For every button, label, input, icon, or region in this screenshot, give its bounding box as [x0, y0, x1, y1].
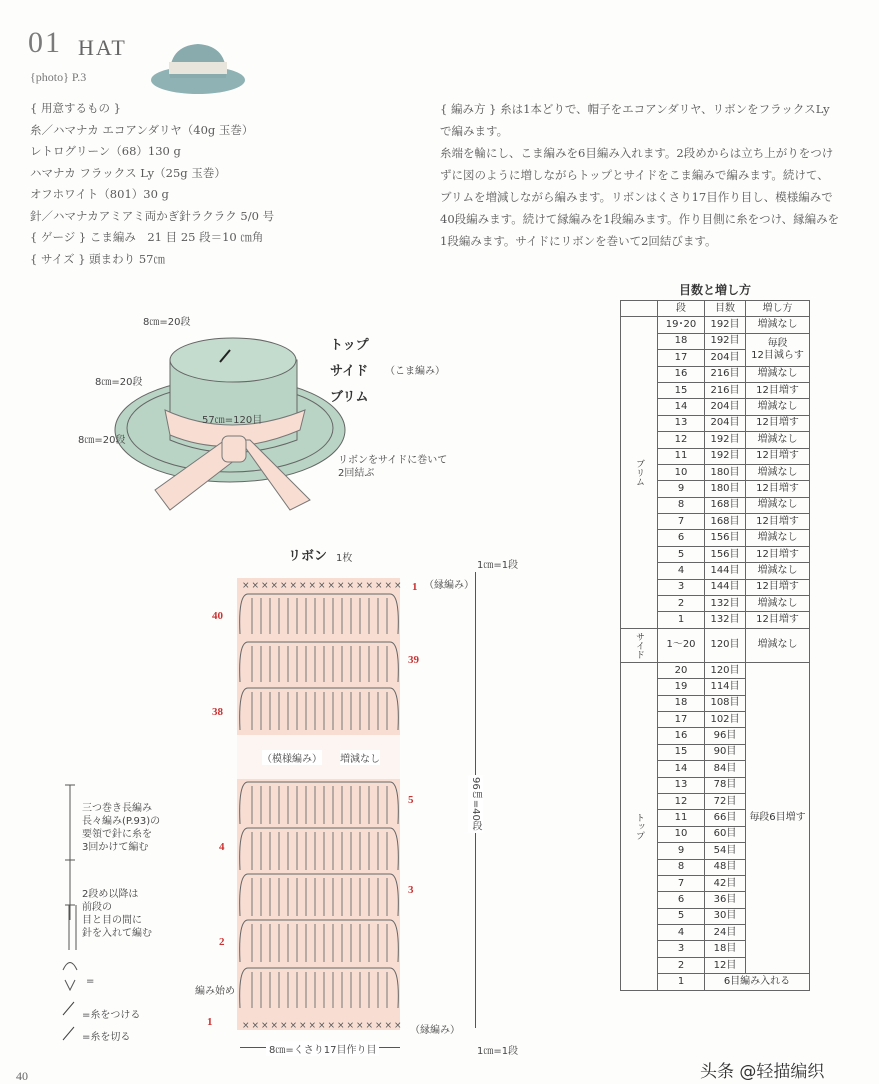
- table-cell: 12目増す: [746, 514, 810, 530]
- edge-stitch-mark: ×: [356, 1021, 364, 1031]
- edge-stitch-mark: ×: [346, 1021, 355, 1031]
- material-line: { サイズ } 頭まわり 57㎝: [30, 251, 165, 266]
- table-cell: 204目: [705, 350, 746, 366]
- edge-stitch-mark: ×: [337, 1021, 345, 1031]
- table-cell: 12目増す: [746, 546, 810, 562]
- table-cell: 18: [658, 695, 705, 711]
- table-cell: 増減なし: [746, 317, 810, 333]
- ribbon-count: 1枚: [336, 553, 353, 564]
- brim-depth-label: 8㎝=20段: [78, 435, 126, 446]
- table-cell: 6: [658, 530, 705, 546]
- top-depth-label: 8㎝=20段: [143, 317, 191, 328]
- legend-cut-yarn: =糸を切る: [82, 1032, 131, 1043]
- table-cell: 144目: [705, 579, 746, 595]
- edge-stitch-mark: ×: [384, 581, 393, 591]
- table-cell: 12: [658, 793, 705, 809]
- table-cell: 1: [658, 612, 705, 628]
- instructions: [440, 98, 840, 252]
- table-cell: 42目: [705, 875, 746, 891]
- row-label: 3: [408, 884, 414, 896]
- row-label: 4: [219, 841, 225, 853]
- edge-stitch-mark: ×: [251, 1021, 260, 1031]
- table-cell: 24目: [705, 925, 746, 941]
- table-cell: 204目: [705, 415, 746, 431]
- row-label: 39: [408, 654, 419, 666]
- table-cell: 6: [658, 892, 705, 908]
- edge-stitch-mark: ×: [261, 1021, 269, 1031]
- table-cell: 18目: [705, 941, 746, 957]
- table-cell: 132目: [705, 596, 746, 612]
- table-cell: 192目: [705, 317, 746, 333]
- table-cell: 増減なし: [746, 596, 810, 612]
- edge-stitch-mark: ×: [318, 1021, 326, 1031]
- column-header: 増し方: [746, 301, 810, 317]
- pattern-label: （模様編み）: [262, 750, 322, 765]
- table-cell: 12目増す: [746, 481, 810, 497]
- table-cell: 12目増す: [746, 612, 810, 628]
- edge-stitch-mark: ×: [308, 581, 317, 591]
- edge-stitch-mark: ×: [327, 581, 336, 591]
- table-cell: 7: [658, 875, 705, 891]
- table-cell: 1: [658, 974, 705, 990]
- legend-join-yarn: =糸をつける: [82, 1010, 141, 1021]
- table-cell: 9: [658, 843, 705, 859]
- table-row: [621, 301, 810, 317]
- table-cell: 増減なし: [746, 497, 810, 513]
- table-cell: 192目: [705, 333, 746, 349]
- page-number: 40: [16, 1069, 28, 1083]
- edge-stitch-mark: ×: [280, 581, 288, 591]
- edge-stitch-mark: ×: [242, 1021, 250, 1031]
- table-cell: 増減なし: [746, 464, 810, 480]
- gauge-top-label: 1㎝=1段: [477, 560, 519, 571]
- edge-stitch-mark: ×: [242, 581, 250, 591]
- edge-stitch-mark: ×: [365, 1021, 374, 1031]
- table-cell: 16: [658, 728, 705, 744]
- edge-stitch-mark: ×: [299, 581, 307, 591]
- group-header: [621, 301, 658, 317]
- table-cell: 17: [658, 350, 705, 366]
- table-cell: 7: [658, 514, 705, 530]
- row-label: 2: [219, 936, 225, 948]
- edge-stitch-mark: ×: [327, 1021, 336, 1031]
- ribbon-note: リボンをサイドに巻いて: [338, 455, 448, 466]
- table-cell: 12目増す: [746, 382, 810, 398]
- table-row: [621, 662, 810, 678]
- legend-triple-treble: 三つ巻き長編み 長々編み(P.93)の 要領で針に糸を 3回かけて編む: [82, 803, 161, 853]
- column-header: 目数: [705, 301, 746, 317]
- table-cell: 6目編み入れる: [705, 974, 810, 990]
- table-cell: 1〜20: [658, 628, 705, 662]
- material-line: { ゲージ } こま編み 21 目 25 段＝10 ㎝角: [30, 230, 264, 244]
- materials-list: [30, 98, 274, 270]
- edge-stitch-mark: ×: [394, 581, 402, 591]
- edge-stitch-mark: ×: [346, 581, 355, 591]
- edge-stitch-mark: ×: [318, 581, 326, 591]
- table-title: 目数と増し方: [679, 283, 752, 297]
- table-cell: 4: [658, 563, 705, 579]
- table-cell: 増減なし: [746, 563, 810, 579]
- row-label: 40: [212, 610, 223, 622]
- table-cell: 毎段 12目減らす: [746, 333, 810, 366]
- table-cell: 15: [658, 382, 705, 398]
- edge-stitch-mark: ×: [384, 1021, 393, 1031]
- edge-top-label: （縁編み）: [424, 580, 474, 591]
- watermark: 头条 @轻描编织: [700, 1062, 825, 1082]
- table-cell: 12目: [705, 957, 746, 973]
- table-cell: 96目: [705, 728, 746, 744]
- table-cell: 180目: [705, 464, 746, 480]
- circumference-label: 57㎝=120目: [202, 415, 263, 426]
- table-cell: 168目: [705, 514, 746, 530]
- table-cell: 216目: [705, 366, 746, 382]
- edge-stitch-mark: ×: [365, 581, 374, 591]
- table-cell: 216目: [705, 382, 746, 398]
- group-label-top: トップ: [621, 662, 658, 990]
- photo-reference: {photo} P.3: [30, 70, 87, 84]
- table-cell: 12: [658, 432, 705, 448]
- table-cell: 19: [658, 679, 705, 695]
- table-cell: 16: [658, 366, 705, 382]
- table-cell: 18: [658, 333, 705, 349]
- table-cell: 5: [658, 908, 705, 924]
- legend-picot: =: [86, 976, 95, 987]
- width-label: 8㎝=くさり17目作り目: [266, 1041, 379, 1056]
- table-cell: 132目: [705, 612, 746, 628]
- table-cell: 5: [658, 546, 705, 562]
- legend-between-stitches: 2段め以降は 前段の 目と目の間に 針を入れて編む: [82, 889, 152, 939]
- ribbon-chart: [230, 570, 410, 1035]
- material-line: 糸／ハマナカ エコアンダリヤ（40g 玉巻）: [30, 122, 254, 137]
- material-line: レトログリーン（68）130 g: [30, 144, 181, 158]
- no-change-label: 増減なし: [340, 750, 380, 765]
- table-cell: 11: [658, 810, 705, 826]
- table-cell: 66目: [705, 810, 746, 826]
- stitch-count-table: [620, 300, 810, 991]
- table-cell: 90目: [705, 744, 746, 760]
- stitch-label: （こま編み）: [385, 366, 445, 377]
- length-label: 96㎝=40段: [470, 777, 481, 831]
- table-cell: 15: [658, 744, 705, 760]
- table-cell: 180目: [705, 481, 746, 497]
- edge-bottom-label: （縁編み）: [410, 1025, 460, 1036]
- ribbon-title: リボン: [288, 549, 328, 564]
- hat-diagram: [60, 300, 460, 520]
- table-cell: 84目: [705, 761, 746, 777]
- group-label-side: サイド: [621, 628, 658, 662]
- edge-stitch-mark: ×: [270, 1021, 279, 1031]
- table-cell: 60目: [705, 826, 746, 842]
- table-cell: 54目: [705, 843, 746, 859]
- hat-photo: [148, 38, 248, 98]
- table-cell: 72目: [705, 793, 746, 809]
- table-cell: 13: [658, 415, 705, 431]
- edge-stitch-mark: ×: [356, 581, 364, 591]
- table-cell: 144目: [705, 563, 746, 579]
- table-cell: 4: [658, 925, 705, 941]
- table-cell: 8: [658, 497, 705, 513]
- table-cell: 増減なし: [746, 399, 810, 415]
- table-cell: 2: [658, 957, 705, 973]
- edge-stitch-mark: ×: [337, 581, 345, 591]
- table-cell: 17: [658, 711, 705, 727]
- table-cell: 12目増す: [746, 579, 810, 595]
- table-cell: 13: [658, 777, 705, 793]
- material-line: 針／ハマナカアミアミ両かぎ針ラクラク 5/0 号: [30, 208, 275, 223]
- table-cell: 14: [658, 761, 705, 777]
- instructions-text: { 編み方 } 糸は1本どりで、帽子をエコアンダリヤ、リボンをフラックスLyで編みます。 糸端を輪にし、こま編みを6目編み入れます。2段めからは立ち上がりをつけずに図のように増しながらトップとサイドをこま編みで編みます。続けて、ブリムを増減しながら編みます。リボンはくさり17目作り目し、模様編みで40段編みます。続けて縁編みを1段編みます。作り目側に糸をつけ、縁編みを1段編みます。サイドにリボンを巻いて2回結びます。: [440, 102, 840, 248]
- table-cell: 108目: [705, 695, 746, 711]
- table-cell: 168目: [705, 497, 746, 513]
- edge-stitch-mark: ×: [270, 581, 279, 591]
- table-cell: 毎段6目増す: [746, 662, 810, 973]
- gauge-bottom-label: 1㎝=1段: [477, 1046, 519, 1057]
- row-label: 5: [408, 794, 414, 806]
- edge-stitch-mark: ×: [261, 581, 269, 591]
- table-cell: 36目: [705, 892, 746, 908]
- table-cell: 増減なし: [746, 530, 810, 546]
- table-cell: 156目: [705, 546, 746, 562]
- column-header: 段: [658, 301, 705, 317]
- table-row: [621, 317, 810, 333]
- ribbon-note-2: 2回結ぶ: [338, 468, 375, 479]
- table-cell: 19･20: [658, 317, 705, 333]
- table-cell: 増減なし: [746, 432, 810, 448]
- edge-stitch-mark: ×: [299, 1021, 307, 1031]
- table-cell: 78目: [705, 777, 746, 793]
- table-cell: 120目: [705, 628, 746, 662]
- edge-stitch-mark: ×: [375, 581, 383, 591]
- brim-label: ブリム: [330, 390, 369, 405]
- group-label-brim: ブリム: [621, 317, 658, 628]
- row-label: 1: [207, 1016, 213, 1028]
- side-depth-label: 8㎝=20段: [95, 377, 143, 388]
- table-cell: 10: [658, 464, 705, 480]
- table-cell: 増減なし: [746, 366, 810, 382]
- table-cell: 9: [658, 481, 705, 497]
- table-cell: 156目: [705, 530, 746, 546]
- table-cell: 192目: [705, 448, 746, 464]
- material-line: オフホワイト（801）30 g: [30, 187, 169, 201]
- table-cell: 10: [658, 826, 705, 842]
- edge-stitch-mark: ×: [394, 1021, 402, 1031]
- table-cell: 30目: [705, 908, 746, 924]
- table-cell: 12目増す: [746, 415, 810, 431]
- top-label: トップ: [330, 338, 369, 353]
- edge-stitch-mark: ×: [375, 1021, 383, 1031]
- table-cell: 20: [658, 662, 705, 678]
- table-row: [621, 628, 810, 662]
- side-label: サイド: [330, 364, 369, 379]
- table-cell: 3: [658, 579, 705, 595]
- table-cell: 48目: [705, 859, 746, 875]
- table-cell: 204目: [705, 399, 746, 415]
- table-cell: 102目: [705, 711, 746, 727]
- row-label: 1: [412, 581, 418, 593]
- table-cell: 114目: [705, 679, 746, 695]
- edge-stitch-mark: ×: [289, 581, 298, 591]
- pattern-number: 01: [28, 26, 62, 59]
- table-cell: 増減なし: [746, 628, 810, 662]
- table-cell: 8: [658, 859, 705, 875]
- table-cell: 2: [658, 596, 705, 612]
- edge-stitch-mark: ×: [308, 1021, 317, 1031]
- edge-stitch-mark: ×: [280, 1021, 288, 1031]
- row-label: 38: [212, 706, 223, 718]
- table-cell: 120目: [705, 662, 746, 678]
- pattern-title: HAT: [78, 35, 127, 60]
- table-cell: 11: [658, 448, 705, 464]
- table-cell: 14: [658, 399, 705, 415]
- start-label: 編み始め: [195, 986, 235, 997]
- material-line: { 用意するもの }: [30, 101, 121, 115]
- material-line: ハマナカ フラックス Ly（25g 玉巻）: [30, 165, 226, 180]
- table-cell: 12目増す: [746, 448, 810, 464]
- table-cell: 3: [658, 941, 705, 957]
- edge-stitch-mark: ×: [289, 1021, 298, 1031]
- edge-stitch-mark: ×: [251, 581, 260, 591]
- table-cell: 192目: [705, 432, 746, 448]
